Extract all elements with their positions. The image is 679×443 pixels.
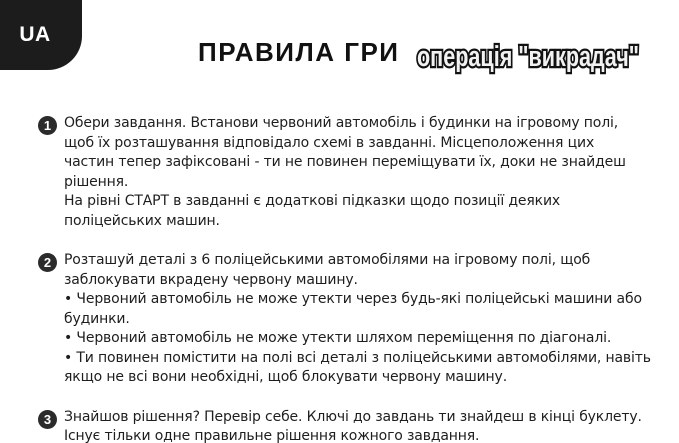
rule-text-line: • Червоний автомобіль не може утекти через будь-які поліцейські машини або <box>64 291 642 307</box>
rule-text-line: Розташуй деталі з 6 поліцейськими автомобілями на ігровому полі, щоб <box>64 252 591 268</box>
rule-item <box>38 114 653 231</box>
rule-number-badge: 3 <box>38 410 57 429</box>
rule-text-line: поліцейських машин. <box>64 212 220 229</box>
game-logo <box>414 36 642 76</box>
rule-text-line: Обери завдання. Встанови червоний автомобіль і будинки на ігровому полі, <box>64 115 619 131</box>
rule-number-badge: 1 <box>38 116 57 135</box>
rule-text-line: Знайшов рішення? Перевір себе. Ключі до завдань ти знайдеш в кінці буклету. <box>64 408 642 425</box>
rules-list <box>38 114 653 443</box>
rule-item <box>38 408 653 443</box>
language-label: UA <box>19 23 51 46</box>
page-title: ПРАВИЛА ГРИ <box>198 37 400 67</box>
logo-text: операція "викрадач" <box>417 41 639 73</box>
rule-text-line: заблокувати вкрадену червону машину. <box>64 271 358 288</box>
rule-text-line: • Червоний автомобіль не може утекти шляхом переміщення по діагоналі. <box>64 330 612 346</box>
rule-text-line: щоб їх розташування відповідало схемі в завданні. Місцеположення цих <box>64 134 595 151</box>
rule-text-line: рішення. <box>64 173 129 190</box>
rule-text-line: На рівні СТАРТ в завданні є додаткові підказки щодо позиції деяких <box>64 193 561 209</box>
rule-text-line: якщо не всі вони необхідні, щоб блокувати червону машину. <box>64 369 507 385</box>
rule-text-line: Існує тільки одне правильне рішення кожного завдання. <box>64 428 480 443</box>
rule-text-line: будинки. <box>64 310 130 327</box>
rule-number-badge: 2 <box>38 253 57 272</box>
rule-text-line: • Ти повинен помістити на полі всі деталі з поліцейськими автомобілями, навіть <box>64 349 651 366</box>
rule-text-line: частин тепер зафіксовані - ти не повинен переміщувати їх, доки не знайдеш <box>64 154 626 170</box>
rule-item <box>38 251 653 388</box>
language-tab <box>0 0 82 70</box>
